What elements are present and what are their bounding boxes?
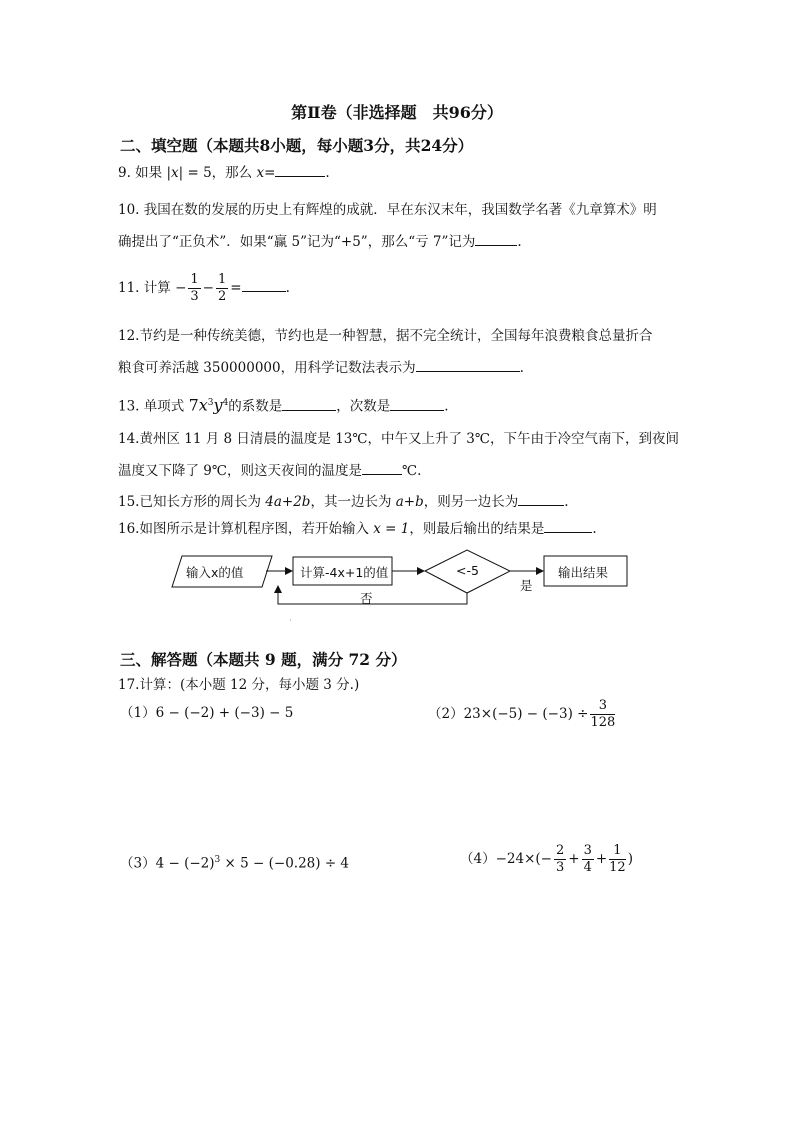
question-10-line1: 10. 我国在数的发展的历史上有辉煌的成就．早在东汉末年，我国数学名著《九章算术》明	[118, 202, 657, 218]
q9-abs-x: |x|	[166, 165, 184, 181]
q11-f1-denominator: 3	[190, 289, 199, 304]
q15-post: ，则另一边长为	[423, 494, 519, 510]
q13-prefix: 13. 单项式	[118, 398, 185, 415]
q12-text: 粮食可养活越 350000000，用科学记数法表示为	[118, 360, 416, 376]
q15-prefix: 15.已知长方形的周长为	[118, 494, 266, 510]
q16-input-value: x = 1	[373, 521, 410, 537]
q13-degree-label: ，次数是	[336, 398, 391, 415]
q15-side-expr: a+b	[395, 494, 424, 510]
q17-p4-close: )	[627, 851, 633, 867]
q9-end: .	[325, 165, 330, 181]
q17-p4-f3-num: 1	[609, 843, 626, 860]
q13-coef-label: 的系数是	[228, 398, 283, 415]
q17-p4-f1-num: 2	[555, 843, 565, 858]
section-heading-fill-in: 二、填空题（本题共8小题，每小题3分，共24分）	[120, 136, 474, 155]
page-title: 第Ⅱ卷（非选择题 共96分）	[291, 103, 503, 122]
q13-end: .	[444, 398, 449, 415]
q17-p4-f2-den: 4	[583, 860, 592, 875]
question-14-line1: 14.黄州区 11 月 8 日清晨的温度是 13℃，中午又上升了 3℃，下午由于冷空气南下，到夜间	[118, 431, 679, 447]
q11-end: .	[285, 280, 290, 296]
q17-p2-fraction	[590, 698, 615, 731]
q17-p4-fraction-3	[609, 843, 626, 876]
flow-condition-label: <-5	[456, 563, 479, 578]
q9-equation: = 5，那么	[187, 165, 253, 181]
question-12-line1: 12.节约是一种传统美德，节约也是一种智慧，据不完全统计，全国每年浪费粮食总量折合	[118, 328, 653, 344]
q13-x-exponent: 3	[207, 398, 214, 408]
q16-post: ，则最后输出的结果是	[409, 521, 545, 537]
q11-f2-denominator: 2	[217, 289, 227, 304]
q11-f1-numerator: 1	[190, 272, 199, 287]
q14-unit: ℃.	[401, 463, 422, 479]
q17-p3-exponent: 3	[214, 855, 221, 865]
q17-p4-fraction-1	[554, 843, 566, 876]
q17-p2-denominator: 128	[590, 715, 616, 730]
flow-no-label: 否	[360, 591, 373, 606]
section-heading-solve: 三、解答题（本题共 9 题，满分 72 分）	[120, 650, 407, 669]
q10-text: 确提出了“正负术”．如果“赢 5”记为“+5”，那么“亏 7”记为	[118, 234, 476, 250]
q14-text: 温度又下降了 9℃，则这天夜间的温度是	[118, 463, 362, 479]
q17-part-3	[120, 850, 349, 874]
q17-p4-fraction-2	[582, 843, 594, 876]
q13-coefficient: 7	[188, 395, 199, 415]
q11-minus: −	[175, 280, 187, 296]
q10-end: .	[517, 234, 522, 250]
q12-end: .	[519, 360, 524, 376]
q15-end: .	[564, 494, 569, 510]
q11-f2-numerator: 1	[217, 272, 227, 287]
flow-input-label: 输入x的值	[186, 565, 244, 580]
q16-prefix: 16.如图所示是计算机程序图，若开始输入	[118, 521, 374, 537]
q16-end: .	[592, 521, 597, 537]
flow-calc-label: 计算-4x+1的值	[300, 565, 389, 580]
q17-p4-f3-den: 12	[609, 860, 626, 875]
flow-output-label: 输出结果	[558, 565, 609, 580]
q17-part-4	[460, 843, 633, 876]
q17-p4-plus-2: +	[595, 851, 608, 867]
q13-y-exponent: 4	[222, 398, 229, 408]
q15-mid: ，其一边长为	[310, 494, 396, 510]
question-17-intro: 17.计算：(本小题 12 分，每小题 3 分.)	[118, 677, 360, 693]
q15-perimeter-expr: 4a+2b	[265, 494, 311, 510]
q17-p2-numerator: 3	[590, 698, 615, 715]
q13-var-x: x	[198, 395, 208, 415]
q17-p4-f2-num: 3	[583, 843, 592, 858]
q9-prefix: 9. 如果	[118, 165, 163, 181]
q11-prefix: 11. 计算	[118, 280, 171, 296]
q11-minus-2: −	[202, 280, 214, 296]
q17-p4-plus-1: +	[568, 851, 580, 867]
q11-equals: =	[230, 280, 242, 296]
q17-part-1: （1）6 − (−2) + (−3) − 5	[120, 705, 294, 721]
q17-p3-post: × 5 − (−0.28) ÷ 4	[220, 855, 350, 872]
q17-p4-f1-den: 3	[555, 860, 565, 875]
q17-part-2	[428, 698, 617, 731]
q9-x-equals: x=	[256, 165, 276, 181]
q17-p2-expr: （2）23×(−5) − (−3) ÷	[428, 706, 589, 722]
q13-var-y: y	[213, 395, 223, 415]
q17-p3-expr: （3）4 − (−2)	[120, 855, 215, 872]
q17-p4-expr: （4）−24×(−	[460, 851, 552, 867]
flow-yes-label: 是	[520, 578, 533, 593]
